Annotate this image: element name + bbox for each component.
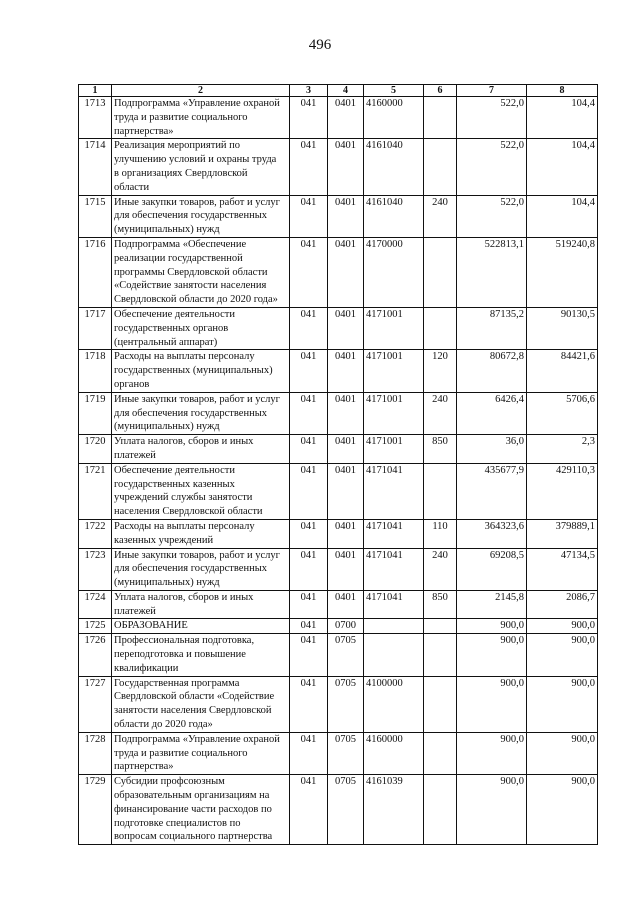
amount-year-2: 90130,5 (527, 307, 598, 349)
target-code: 4161040 (364, 139, 424, 195)
item-name-line: Свердловской области до 2020 года» (114, 294, 278, 306)
row-number: 1722 (79, 519, 112, 548)
row-number: 1714 (79, 139, 112, 195)
column-header: 2 (112, 85, 290, 97)
column-header: 7 (457, 85, 527, 97)
item-name-line: Расходы на выплаты персоналу (114, 351, 255, 363)
item-name (112, 463, 290, 519)
item-name-line: занятости населения Свердловской (114, 705, 272, 717)
table-row (79, 139, 598, 195)
expense-type-code: 850 (424, 590, 457, 619)
column-header: 6 (424, 85, 457, 97)
item-name-line: партнерства» (114, 125, 174, 137)
item-name-line: Подпрограмма «Обеспечение (114, 238, 247, 250)
amount-year-2: 104,4 (527, 97, 598, 139)
expense-type-code (424, 732, 457, 774)
item-name-line: Реализация мероприятий по (114, 140, 241, 152)
item-name-line: Субсидии профсоюзным (114, 776, 225, 788)
amount-year-1: 900,0 (457, 775, 527, 845)
item-name-line: программы Свердловской области (114, 266, 268, 278)
ministry-code: 041 (290, 392, 328, 434)
item-name-line: «Содействие занятости населения (114, 280, 267, 292)
section-code: 0705 (328, 732, 364, 774)
table-row (79, 237, 598, 307)
item-name-line: реализации государственной (114, 252, 243, 264)
row-number: 1715 (79, 195, 112, 237)
row-number: 1725 (79, 619, 112, 634)
item-name-line: Государственная программа (114, 677, 240, 689)
table-row (79, 435, 598, 464)
section-code: 0401 (328, 97, 364, 139)
item-name-line: партнерства» (114, 761, 174, 773)
row-number: 1728 (79, 732, 112, 774)
expense-type-code (424, 619, 457, 634)
table-header-row (79, 85, 598, 97)
table-row (79, 676, 598, 732)
item-name-line: платежей (114, 605, 156, 617)
row-number: 1726 (79, 634, 112, 676)
item-name-line: Профессиональная подготовка, (114, 635, 255, 647)
row-number: 1718 (79, 350, 112, 392)
item-name (112, 676, 290, 732)
item-name (112, 392, 290, 434)
item-name-line: Уплата налогов, сборов и иных (114, 591, 254, 603)
expense-type-code: 240 (424, 548, 457, 590)
table-row (79, 463, 598, 519)
expense-type-code: 110 (424, 519, 457, 548)
item-name-line: образовательным организациям на (114, 790, 270, 802)
target-code: 4171001 (364, 435, 424, 464)
item-name-line: в организациях Свердловской (114, 167, 248, 179)
target-code: 4170000 (364, 237, 424, 307)
item-name-line: (центральный аппарат) (114, 336, 218, 348)
item-name-line: (муниципальных) нужд (114, 421, 220, 433)
section-code: 0705 (328, 775, 364, 845)
table-row (79, 350, 598, 392)
item-name-line: платежей (114, 449, 156, 461)
budget-table (78, 84, 598, 845)
section-code: 0700 (328, 619, 364, 634)
expense-type-code (424, 237, 457, 307)
item-name-line: подготовке специалистов по (114, 817, 241, 829)
amount-year-1: 69208,5 (457, 548, 527, 590)
target-code: 4160000 (364, 97, 424, 139)
ministry-code: 041 (290, 463, 328, 519)
ministry-code: 041 (290, 195, 328, 237)
section-code: 0401 (328, 307, 364, 349)
amount-year-1: 522813,1 (457, 237, 527, 307)
row-number: 1720 (79, 435, 112, 464)
item-name (112, 732, 290, 774)
section-code: 0401 (328, 392, 364, 434)
amount-year-2: 900,0 (527, 732, 598, 774)
amount-year-2: 5706,6 (527, 392, 598, 434)
ministry-code: 041 (290, 548, 328, 590)
section-code: 0401 (328, 519, 364, 548)
column-header: 5 (364, 85, 424, 97)
amount-year-2: 104,4 (527, 195, 598, 237)
amount-year-1: 900,0 (457, 619, 527, 634)
section-code: 0401 (328, 350, 364, 392)
expense-type-code: 120 (424, 350, 457, 392)
amount-year-2: 900,0 (527, 619, 598, 634)
row-number: 1721 (79, 463, 112, 519)
item-name-line: ОБРАЗОВАНИЕ (114, 620, 188, 632)
amount-year-2: 2086,7 (527, 590, 598, 619)
section-code: 0401 (328, 463, 364, 519)
amount-year-1: 364323,6 (457, 519, 527, 548)
item-name-line: области (114, 181, 150, 193)
table-row (79, 548, 598, 590)
amount-year-2: 47134,5 (527, 548, 598, 590)
item-name-line: государственных казенных (114, 478, 235, 490)
amount-year-1: 522,0 (457, 139, 527, 195)
amount-year-2: 84421,6 (527, 350, 598, 392)
target-code: 4161040 (364, 195, 424, 237)
table-row (79, 307, 598, 349)
item-name (112, 548, 290, 590)
amount-year-1: 522,0 (457, 195, 527, 237)
row-number: 1713 (79, 97, 112, 139)
item-name-line: населения Свердловской области (114, 506, 263, 518)
item-name-line: финансирование части расходов по (114, 803, 272, 815)
table-row (79, 97, 598, 139)
ministry-code: 041 (290, 307, 328, 349)
item-name-line: для обеспечения государственных (114, 210, 267, 222)
ministry-code: 041 (290, 435, 328, 464)
item-name (112, 775, 290, 845)
ministry-code: 041 (290, 775, 328, 845)
item-name (112, 634, 290, 676)
item-name-line: квалификации (114, 662, 179, 674)
expense-type-code (424, 139, 457, 195)
expense-type-code (424, 634, 457, 676)
amount-year-2: 900,0 (527, 676, 598, 732)
section-code: 0401 (328, 139, 364, 195)
item-name (112, 519, 290, 548)
expense-type-code (424, 676, 457, 732)
row-number: 1723 (79, 548, 112, 590)
item-name-line: Уплата налогов, сборов и иных (114, 436, 254, 448)
item-name-line: казенных учреждений (114, 534, 214, 546)
amount-year-2: 900,0 (527, 634, 598, 676)
section-code: 0401 (328, 590, 364, 619)
amount-year-1: 2145,8 (457, 590, 527, 619)
section-code: 0401 (328, 195, 364, 237)
amount-year-1: 900,0 (457, 634, 527, 676)
amount-year-2: 900,0 (527, 775, 598, 845)
item-name-line: Иные закупки товаров, работ и услуг (114, 549, 280, 561)
item-name-line: улучшению условий и охраны труда (114, 154, 277, 166)
item-name (112, 237, 290, 307)
ministry-code: 041 (290, 590, 328, 619)
section-code: 0401 (328, 237, 364, 307)
item-name (112, 590, 290, 619)
item-name-line: (муниципальных) нужд (114, 224, 220, 236)
item-name (112, 435, 290, 464)
item-name-line: Обеспечение деятельности (114, 308, 235, 320)
target-code: 4171041 (364, 463, 424, 519)
item-name-line: Иные закупки товаров, работ и услуг (114, 196, 280, 208)
target-code (364, 634, 424, 676)
row-number: 1716 (79, 237, 112, 307)
item-name (112, 139, 290, 195)
item-name-line: труда и развитие социального (114, 747, 248, 759)
section-code: 0705 (328, 676, 364, 732)
amount-year-2: 519240,8 (527, 237, 598, 307)
item-name-line: Обеспечение деятельности (114, 464, 235, 476)
item-name (112, 97, 290, 139)
item-name-line: для обеспечения государственных (114, 407, 267, 419)
ministry-code: 041 (290, 732, 328, 774)
amount-year-1: 80672,8 (457, 350, 527, 392)
expense-type-code (424, 307, 457, 349)
amount-year-2: 2,3 (527, 435, 598, 464)
table-row (79, 732, 598, 774)
target-code: 4171001 (364, 350, 424, 392)
table-row (79, 634, 598, 676)
item-name-line: органов (114, 378, 150, 390)
amount-year-2: 104,4 (527, 139, 598, 195)
item-name-line: Расходы на выплаты персоналу (114, 520, 255, 532)
target-code (364, 619, 424, 634)
target-code: 4160000 (364, 732, 424, 774)
ministry-code: 041 (290, 634, 328, 676)
table-row (79, 195, 598, 237)
amount-year-1: 6426,4 (457, 392, 527, 434)
page-number: 496 (308, 37, 332, 53)
column-header: 8 (527, 85, 598, 97)
table-row (79, 590, 598, 619)
target-code: 4171041 (364, 519, 424, 548)
expense-type-code: 240 (424, 195, 457, 237)
section-code: 0705 (328, 634, 364, 676)
ministry-code: 041 (290, 237, 328, 307)
item-name-line: государственных (муниципальных) (114, 365, 273, 377)
amount-year-1: 522,0 (457, 97, 527, 139)
expense-type-code (424, 775, 457, 845)
expense-type-code: 240 (424, 392, 457, 434)
amount-year-2: 429110,3 (527, 463, 598, 519)
amount-year-1: 435677,9 (457, 463, 527, 519)
item-name-line: труда и развитие социального (114, 111, 248, 123)
item-name-line: государственных органов (114, 322, 229, 334)
item-name-line: Иные закупки товаров, работ и услуг (114, 393, 280, 405)
table-row (79, 519, 598, 548)
row-number: 1717 (79, 307, 112, 349)
item-name-line: Свердловской области «Содействие (114, 691, 275, 703)
item-name-line: (муниципальных) нужд (114, 577, 220, 589)
item-name-line: области до 2020 года» (114, 719, 213, 731)
item-name-line: переподготовка и повышение (114, 649, 246, 661)
amount-year-1: 36,0 (457, 435, 527, 464)
table-row (79, 775, 598, 845)
amount-year-1: 900,0 (457, 732, 527, 774)
expense-type-code: 850 (424, 435, 457, 464)
row-number: 1727 (79, 676, 112, 732)
ministry-code: 041 (290, 350, 328, 392)
target-code: 4171001 (364, 392, 424, 434)
expense-type-code (424, 97, 457, 139)
target-code: 4100000 (364, 676, 424, 732)
ministry-code: 041 (290, 97, 328, 139)
section-code: 0401 (328, 548, 364, 590)
target-code: 4171001 (364, 307, 424, 349)
target-code: 4161039 (364, 775, 424, 845)
column-header: 4 (328, 85, 364, 97)
row-number: 1729 (79, 775, 112, 845)
amount-year-2: 379889,1 (527, 519, 598, 548)
column-header: 3 (290, 85, 328, 97)
table-row (79, 619, 598, 634)
ministry-code: 041 (290, 676, 328, 732)
item-name (112, 195, 290, 237)
item-name (112, 350, 290, 392)
ministry-code: 041 (290, 519, 328, 548)
section-code: 0401 (328, 435, 364, 464)
target-code: 4171041 (364, 590, 424, 619)
item-name-line: учреждений службы занятости (114, 492, 253, 504)
column-header: 1 (79, 85, 112, 97)
item-name-line: Подпрограмма «Управление охраной (114, 733, 280, 745)
row-number: 1719 (79, 392, 112, 434)
expense-type-code (424, 463, 457, 519)
item-name-line: для обеспечения государственных (114, 563, 267, 575)
item-name-line: вопросам социального партнерства (114, 831, 273, 843)
amount-year-1: 900,0 (457, 676, 527, 732)
item-name (112, 619, 290, 634)
amount-year-1: 87135,2 (457, 307, 527, 349)
row-number: 1724 (79, 590, 112, 619)
target-code: 4171041 (364, 548, 424, 590)
ministry-code: 041 (290, 619, 328, 634)
table-row (79, 392, 598, 434)
item-name (112, 307, 290, 349)
ministry-code: 041 (290, 139, 328, 195)
item-name-line: Подпрограмма «Управление охраной (114, 98, 280, 109)
